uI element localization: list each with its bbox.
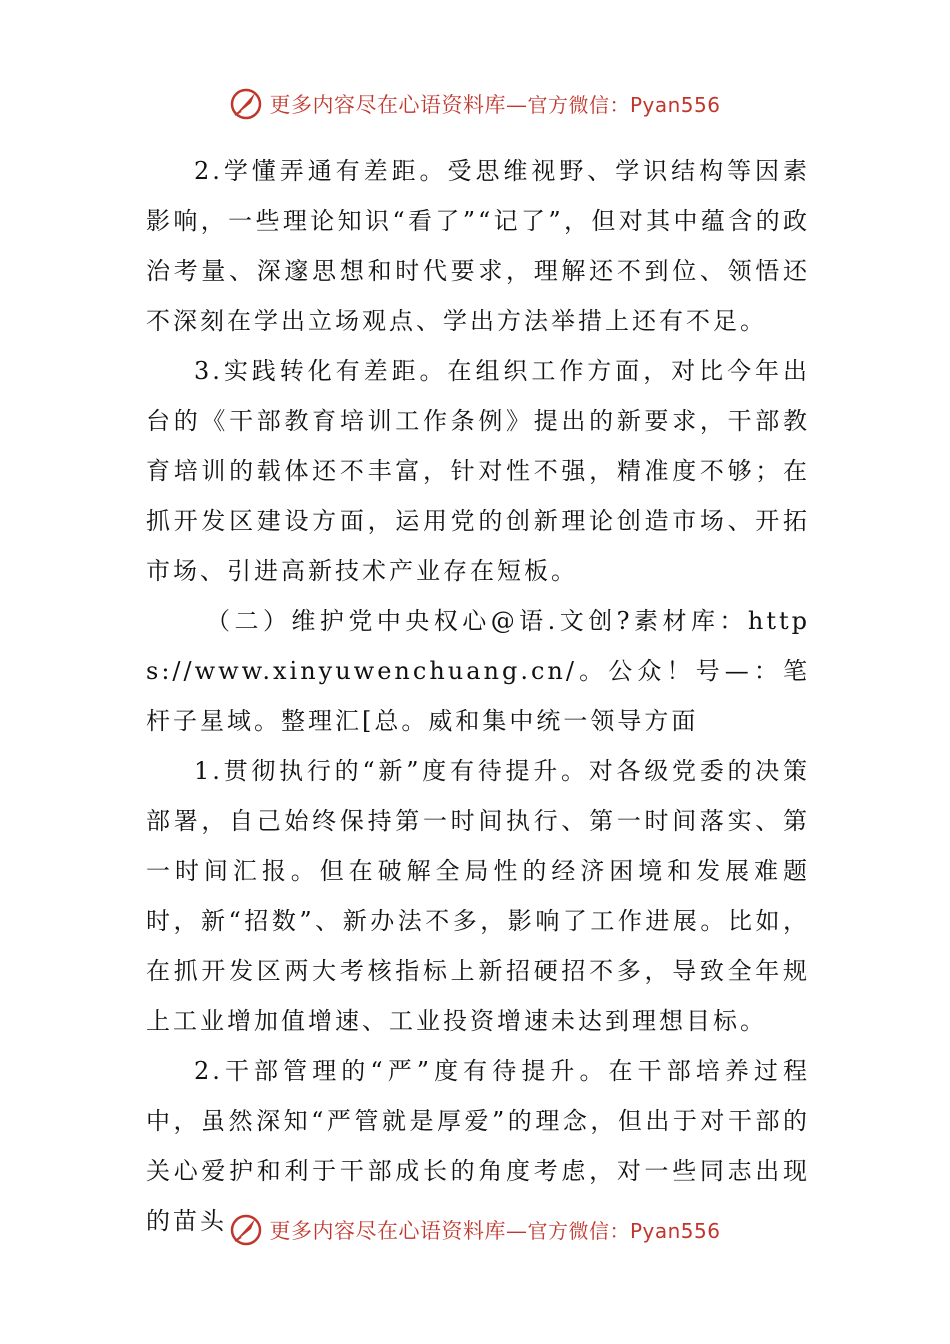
watermark-site: 更多内容尽在心语资料库 (269, 1219, 506, 1243)
paragraph-study-gap: 2.学懂弄通有差距。受思维视野、学识结构等因素影响，一些理论知识“看了”“记了”，但对其中蕴含的政治考量、深邃思想和时代要求，理解还不到位、领悟还不深刻在学出立场观点、学出方法举措上还有不足。 (146, 157, 810, 335)
quill-logo-icon (229, 1213, 263, 1247)
paragraph-cadre-management: 2.干部管理的“严”度有待提升。在干部培养过程中，虽然深知“严管就是厚爱”的理念，但出于对干部的关心爱护和利于干部成长的角度考虑，对一些同志出现的苗头 (146, 1057, 810, 1235)
watermark-dash: — (505, 1219, 528, 1243)
watermark-dash: — (505, 93, 528, 117)
watermark-header (0, 84, 950, 124)
watermark-text (269, 1215, 720, 1245)
section-heading-two: （二）维护党中央权心@语.文创?素材库：https://www.xinyuwenchuang.cn/。公众！号—：笔杆子星域。整理汇[总。威和集中统一领导方面 (146, 607, 810, 735)
paragraph-practice-gap: 3.实践转化有差距。在组织工作方面，对比今年出台的《干部教育培训工作条例》提出的新要求，干部教育培训的载体还不丰富，针对性不强，精准度不够；在抓开发区建设方面，运用党的创新理论创造市场、开拓市场、引进高新技术产业存在短板。 (146, 357, 810, 585)
paragraph-implementation: 1.贯彻执行的“新”度有待提升。对各级党委的决策部署，自己始终保持第一时间执行、第一时间落实、第一时间汇报。但在破解全局性的经济困境和发展难题时，新“招数”、新办法不多，影响了工作进展。比如，在抓开发区两大考核指标上新招硬招不多，导致全年规上工业增加值增速、工业投资增速未达到理想目标。 (146, 757, 810, 1035)
watermark-wechat: 官方微信：Pyan556 (527, 93, 721, 117)
quill-logo-icon (229, 87, 263, 121)
document-body (146, 146, 810, 1246)
watermark-wechat: 官方微信：Pyan556 (527, 1219, 721, 1243)
watermark-footer (0, 1210, 950, 1250)
watermark-text (269, 89, 720, 119)
watermark-site: 更多内容尽在心语资料库 (269, 93, 506, 117)
